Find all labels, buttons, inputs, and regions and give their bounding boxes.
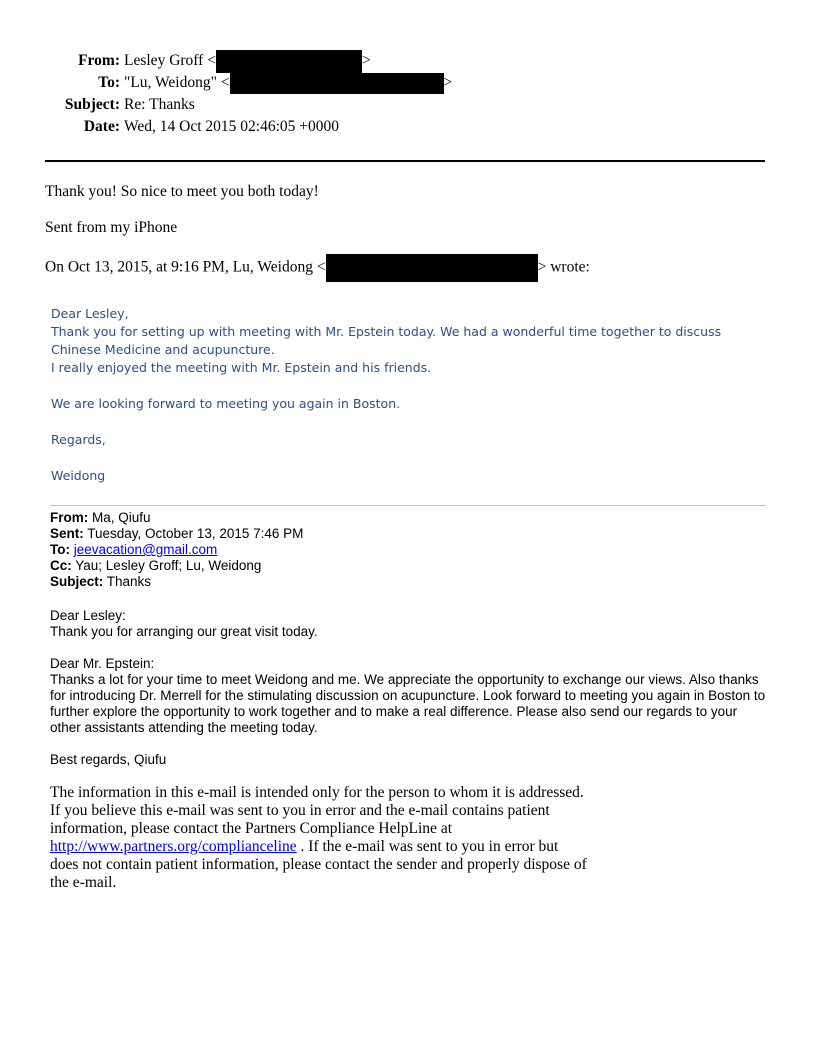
header-from-row (0, 50, 816, 72)
fwd-sent-value: Tuesday, October 13, 2015 7:46 PM (87, 526, 304, 541)
from-label: From: (78, 52, 120, 69)
quoted-paragraph-1: Thank you for setting up with meeting with Mr. Epstein today. We had a wonderful time together to discuss Chinese Medicine and acupuncture. (51, 324, 722, 357)
reply-line-2: Sent from my iPhone (45, 219, 178, 236)
fwd-sent-label: Sent: (50, 526, 84, 541)
fwd-to-label: To: (50, 542, 70, 557)
fwd-paragraph: Thanks a lot for your time to meet Weidong and me. We appreciate the opportunity to exchange our views. Also thanks for introducing Dr. Merrell for the stimulating discussion on acupuncture. Look forward to meeting you again in Boston to further explore the opportunity to work together and to make a real difference. Please also send our regards to your other assistants attending the meeting today. (50, 672, 766, 735)
fwd-from-value: Ma, Qiufu (92, 510, 151, 525)
redaction-box (326, 254, 538, 282)
date-value: Wed, 14 Oct 2015 02:46:05 +0000 (124, 118, 340, 135)
fwd-subject-value: Thanks (106, 574, 152, 589)
to-value: "Lu, Weidong" < (124, 74, 230, 91)
quoted-paragraph-2: I really enjoyed the meeting with Mr. Epstein and his friends. (51, 360, 432, 375)
disclaimer-text-2: . If the e-mail was sent to you in error but does not contain patient information, please contact the sender and properly dispose of the e-mail. (50, 838, 587, 891)
wrote-line (45, 254, 590, 282)
fwd-cc-value: Yau; Lesley Groff; Lu, Weidong (75, 558, 262, 573)
to-tail: > (443, 74, 453, 91)
fwd-greeting-2: Dear Mr. Epstein: (50, 656, 155, 671)
quoted-regards: Regards, (51, 432, 106, 447)
header-date-row (0, 116, 816, 138)
fwd-greeting-1: Dear Lesley: (50, 608, 126, 623)
from-tail: > (361, 52, 371, 70)
quoted-signature: Weidong (51, 468, 106, 483)
header-divider (45, 160, 765, 162)
disclaimer (50, 784, 590, 892)
header-subject-row (0, 94, 816, 116)
redaction-box (230, 73, 444, 94)
reply-line-1: Thank you! So nice to meet you both today! (45, 183, 319, 200)
email-header (0, 50, 816, 138)
wrote-prefix: On Oct 13, 2015, at 9:16 PM, Lu, Weidong < (45, 258, 326, 276)
fwd-sent-row (50, 526, 303, 542)
redaction-box (216, 50, 362, 73)
subject-value: Re: Thanks (124, 96, 195, 113)
from-value: Lesley Groff < (124, 52, 216, 70)
fwd-closing: Best regards, Qiufu (50, 752, 167, 767)
disclaimer-text-1: The information in this e-mail is intended only for the person to whom it is addressed. If you believe this e-mail was sent to you in error and the e-mail contains patient information, please contact the Partners Compliance HelpLine at (50, 784, 584, 837)
quoted-greeting: Dear Lesley, (51, 306, 129, 321)
fwd-to-email-link[interactable]: jeevacation@gmail.com (73, 542, 218, 557)
fwd-subject-row (50, 574, 303, 590)
fwd-line-1: Thank you for arranging our great visit today. (50, 624, 318, 639)
fwd-from-row (50, 510, 303, 526)
fwd-subject-label: Subject: (50, 574, 104, 589)
to-label: To: (98, 74, 120, 91)
date-label: Date: (83, 118, 120, 135)
header-to-row (0, 72, 816, 94)
fwd-cc-label: Cc: (50, 558, 72, 573)
forwarded-header (50, 510, 303, 590)
quote-separator (50, 505, 766, 506)
fwd-from-label: From: (50, 510, 89, 525)
subject-label: Subject: (64, 96, 120, 113)
quoted-paragraph-3: We are looking forward to meeting you again in Boston. (51, 396, 401, 411)
compliance-link[interactable]: http://www.partners.org/complianceline (50, 838, 297, 855)
fwd-to-row (50, 542, 303, 558)
fwd-cc-row (50, 558, 303, 574)
wrote-suffix: > wrote: (537, 258, 590, 276)
